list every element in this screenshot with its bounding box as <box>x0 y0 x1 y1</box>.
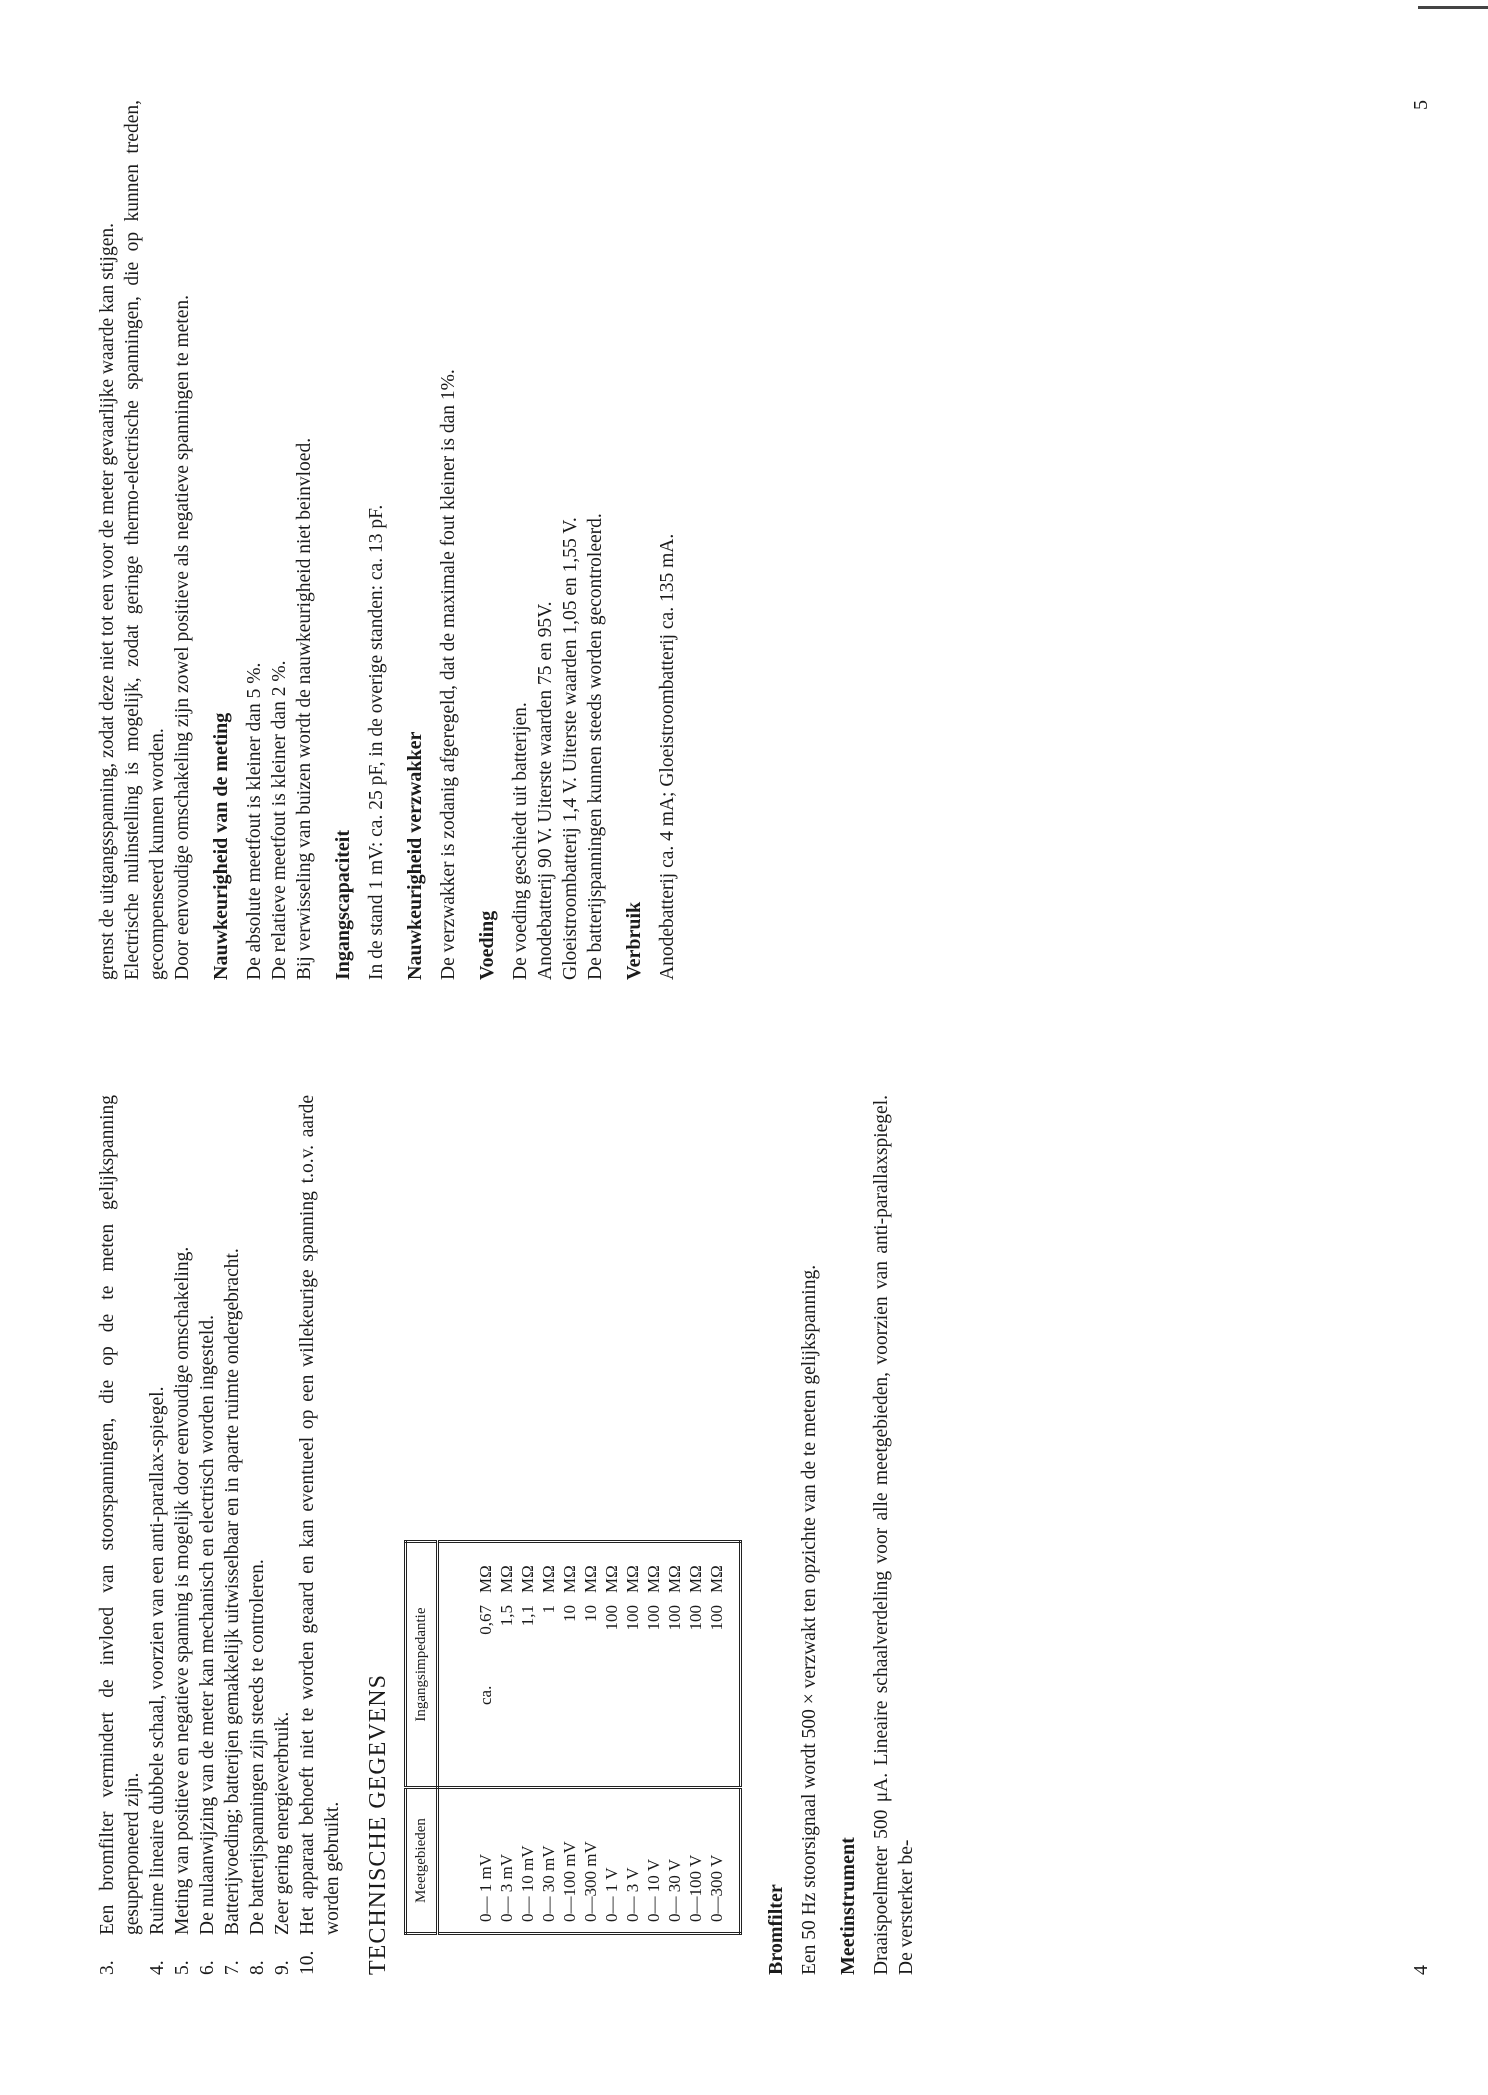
impedance-unit: MΩ <box>518 1565 537 1593</box>
range-cell: 0—100 mV <box>559 1788 580 1934</box>
page-number: 4 <box>1410 1965 1432 1975</box>
approx-label <box>706 1665 727 1705</box>
list-item: 7. Batterijvoeding; batterijen gemakkelijk uitwisselbaar en in aparte ruimte ondergebracht. <box>222 1248 243 1975</box>
impedance-unit: MΩ <box>623 1565 642 1593</box>
impedance-value: 10 <box>581 1605 600 1622</box>
table-header-meetgebieden: Meetgebieden <box>406 1788 438 1934</box>
right-page <box>95 100 1432 980</box>
approx-label <box>622 1665 643 1705</box>
approx-label <box>685 1665 706 1705</box>
approx-label <box>580 1665 601 1705</box>
impedance-value: 1 <box>539 1605 558 1614</box>
list-item: 4. Ruime lineaire dubbele schaal, voorzien van een anti-parallax-spiegel. <box>147 1386 168 1975</box>
impedance-unit: MΩ <box>476 1565 495 1593</box>
range-cell: 0— 3 mV <box>496 1788 517 1934</box>
impedance-value: 100 <box>707 1605 726 1631</box>
impedance-unit: MΩ <box>686 1565 705 1593</box>
table-row <box>643 1542 664 1934</box>
left-page <box>95 1095 1432 1975</box>
impedance-cell <box>559 1542 580 1788</box>
impedance-unit: MΩ <box>665 1565 684 1593</box>
approx-label <box>601 1665 622 1705</box>
nauwkeurigheid-verzwakker-heading: Nauwkeurigheid verzwakker <box>404 731 426 980</box>
list-item: 10. Het apparaat behoeft niet te worden geaard en kan eventueel op een willekeurige spanning t.o.v. aarde worden gebruikt. <box>297 1095 343 1975</box>
intro-text: grenst de uitgangsspanning, zodat deze niet tot een voor de meter gevaarlijke waarde kan stijgen. <box>97 223 118 980</box>
range-cell: 0— 1 V <box>601 1788 622 1934</box>
impedance-value: 1,5 <box>497 1605 516 1627</box>
table-row <box>517 1542 538 1934</box>
table-row <box>622 1542 643 1934</box>
approx-label <box>643 1665 664 1705</box>
list-item: 8. De batterijspanningen zijn steeds te controleren. <box>247 1559 268 1975</box>
impedance-cell <box>580 1542 601 1788</box>
omschakeling-text: Door eenvoudige omschakeling zijn zowel positieve als negatieve spanningen te meten. <box>172 295 193 980</box>
range-cell: 0— 10 V <box>643 1788 664 1934</box>
impedance-value: 10 <box>560 1605 579 1622</box>
table-row <box>664 1542 685 1934</box>
ingangscapaciteit-heading: Ingangscapaciteit <box>332 830 354 980</box>
list-item: 5. Meting van positieve en negatieve spanning is mogelijk door eenvoudige omschakeling. <box>172 1246 193 1975</box>
impedance-cell <box>496 1542 517 1788</box>
range-cell: 0— 30 mV <box>538 1788 559 1934</box>
voeding-line: De batterijspanningen kunnen steeds worden gecontroleerd. <box>585 513 606 980</box>
range-cell: 0— 3 V <box>622 1788 643 1934</box>
range-cell: 0—300 mV <box>580 1788 601 1934</box>
impedance-value: 100 <box>602 1605 621 1631</box>
table-row <box>559 1542 580 1934</box>
table-header-ingangsimpedantie: Ingangsimpedantie <box>406 1542 438 1788</box>
impedance-value: 1,1 <box>518 1605 537 1627</box>
impedance-unit: MΩ <box>707 1565 726 1593</box>
nauwkeurigheid-meting-heading: Nauwkeurigheid van de meting <box>210 712 232 980</box>
impedance-unit: MΩ <box>539 1565 558 1593</box>
impedance-cell <box>685 1542 706 1788</box>
spec-table <box>404 1540 742 1935</box>
impedance-cell <box>643 1542 664 1788</box>
range-cell: 0— 10 mV <box>517 1788 538 1934</box>
impedance-value: 0,67 <box>476 1605 495 1635</box>
table-row <box>706 1542 741 1934</box>
approx-label: ca. <box>476 1685 495 1705</box>
meetinstrument-heading: Meetinstrument <box>837 1837 859 1975</box>
section-title: TECHNISCHE GEGEVENS <box>365 1674 391 1975</box>
page-number: 5 <box>1410 100 1432 110</box>
table-row <box>496 1542 517 1934</box>
impedance-unit: MΩ <box>602 1565 621 1593</box>
approx-label <box>517 1665 538 1705</box>
impedance-cell <box>517 1542 538 1788</box>
table-row <box>685 1542 706 1934</box>
table-row <box>438 1542 497 1934</box>
table-row <box>601 1542 622 1934</box>
approx-label <box>664 1665 685 1705</box>
impedance-cell <box>601 1542 622 1788</box>
impedance-cell <box>622 1542 643 1788</box>
impedance-value: 100 <box>665 1605 684 1631</box>
nauwkeurigheid-line: Bij verwisseling van buizen wordt de nauwkeurigheid niet beinvloed. <box>294 437 315 980</box>
verbruik-text: Anodebatterij ca. 4 mA; Gloeistroombatterij ca. 135 mA. <box>657 533 678 980</box>
impedance-value: 100 <box>623 1605 642 1631</box>
voeding-line: Anodebatterij 90 V. Uiterste waarden 75 en 95V. <box>535 601 556 980</box>
list-item: 6. De nulaanwijzing van de meter kan mechanisch en electrisch worden ingesteld. <box>197 1315 218 1975</box>
impedance-cell <box>538 1542 559 1788</box>
impedance-cell <box>706 1542 741 1788</box>
impedance-cell <box>438 1542 497 1788</box>
range-cell: 0—100 V <box>685 1788 706 1934</box>
table-row <box>580 1542 601 1934</box>
range-cell: 0— 1 mV <box>438 1788 497 1934</box>
list-item: 3. Een bromfilter vermindert de invloed van stoorspanningen, die op de te meten gelijkspanning gesuperponeerd zijn. <box>97 1095 143 1975</box>
feature-list <box>95 1095 345 1975</box>
voeding-heading: Voeding <box>476 910 498 980</box>
voeding-line: Gloeistroombatterij 1,4 V. Uiterste waarden 1,05 en 1,55 V. <box>560 517 581 980</box>
nauwkeurigheid-line: De absolute meetfout is kleiner dan 5 %. <box>244 662 265 980</box>
range-cell: 0— 30 V <box>664 1788 685 1934</box>
table-row <box>538 1542 559 1934</box>
list-item: 9. Zeer gering energieverbruik. <box>272 1711 293 1975</box>
nulinstelling-text: Electrische nulinstelling is mogelijk, zodat geringe thermo-electrische spanningen, die op kunnen treden, gecompenseerd kunnen worden. <box>122 100 168 980</box>
approx-label <box>538 1665 559 1705</box>
spec-table-body <box>438 1542 741 1934</box>
impedance-cell <box>664 1542 685 1788</box>
impedance-unit: MΩ <box>644 1565 663 1593</box>
meetinstrument-text: Draaispoelmeter 500 μA. Lineaire schaalverdeling voor alle meetgebieden, voorzien van anti-parallaxspiegel. De versterker be- <box>871 1095 917 1975</box>
bromfilter-text: Een 50 Hz stoorsignaal wordt 500 × verzwakt ten opzichte van de te meten gelijkspanning. <box>799 1264 820 1975</box>
impedance-unit: MΩ <box>560 1565 579 1593</box>
impedance-value: 100 <box>686 1605 705 1631</box>
ingangscapaciteit-text: In de stand 1 mV: ca. 25 pF, in de overige standen: ca. 13 pF. <box>366 504 387 980</box>
voeding-line: De voeding geschiedt uit batterijen. <box>510 702 531 980</box>
nauwkeurigheid-verzwakker-text: De verzwakker is zodanig afgeregeld, dat de maximale fout kleiner is dan 1%. <box>438 369 459 980</box>
range-cell: 0—300 V <box>706 1788 741 1934</box>
approx-label <box>559 1665 580 1705</box>
bromfilter-heading: Bromfilter <box>765 1884 787 1975</box>
verbruik-heading: Verbruik <box>623 901 645 980</box>
nauwkeurigheid-line: De relatieve meetfout is kleiner dan 2 %. <box>269 660 290 980</box>
impedance-unit: MΩ <box>581 1565 600 1593</box>
approx-label <box>496 1665 517 1705</box>
impedance-unit: MΩ <box>497 1565 516 1593</box>
impedance-value: 100 <box>644 1605 663 1631</box>
